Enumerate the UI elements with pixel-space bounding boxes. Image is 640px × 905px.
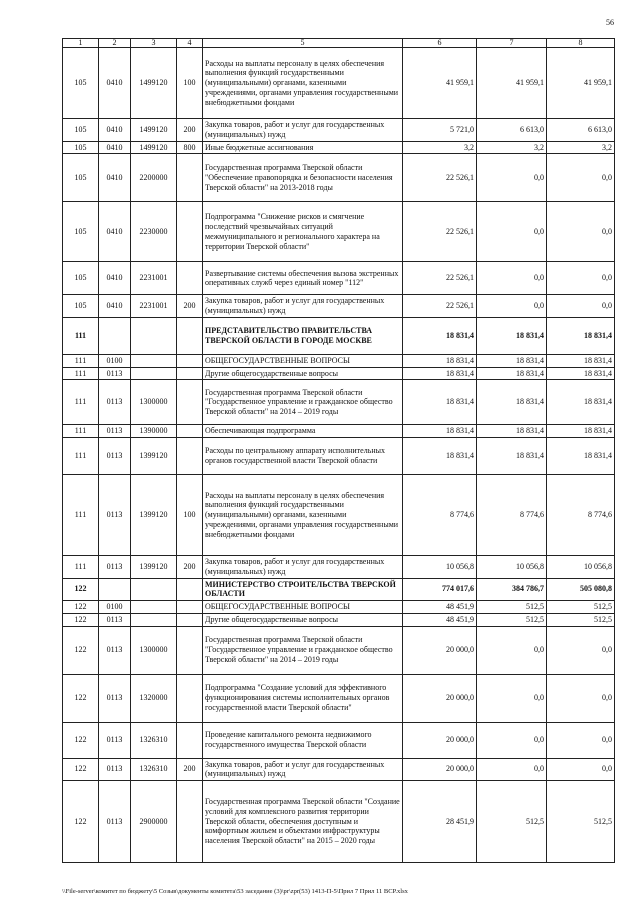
- cell-amount-1: 22 526,1: [403, 262, 477, 295]
- cell-amount-2: 18 831,4: [477, 380, 547, 425]
- cell-kod: 111: [63, 438, 99, 475]
- cell-target-article: 1499120: [131, 119, 177, 142]
- table-row: [63, 425, 615, 438]
- cell-expense-type: 800: [177, 141, 203, 154]
- cell-amount-3: 18 831,4: [547, 438, 615, 475]
- cell-expense-type: 100: [177, 475, 203, 556]
- cell-kod: 122: [63, 758, 99, 781]
- cell-target-article: [131, 601, 177, 614]
- cell-expense-type: [177, 674, 203, 722]
- cell-amount-2: 0,0: [477, 295, 547, 318]
- table-row: [63, 613, 615, 626]
- cell-expense-type: [177, 626, 203, 674]
- cell-amount-2: 18 831,4: [477, 317, 547, 354]
- cell-amount-3: 18 831,4: [547, 354, 615, 367]
- table-row: [63, 674, 615, 722]
- cell-name: Государственная программа Тверской области "Создание условий для комплексного развития территории Тверской области, обеспечения доступным и комфортным жильем и объектами инфраструктуры населения Тверской области" на 2015 – 2020 годы: [203, 781, 403, 863]
- cell-kod: 122: [63, 578, 99, 601]
- cell-target-article: 1326310: [131, 758, 177, 781]
- table-row: [63, 380, 615, 425]
- cell-kod: 122: [63, 613, 99, 626]
- table-row: [63, 367, 615, 380]
- cell-target-article: 1300000: [131, 626, 177, 674]
- cell-expense-type: 200: [177, 758, 203, 781]
- cell-amount-3: 512,5: [547, 781, 615, 863]
- table-row: [63, 119, 615, 142]
- cell-target-article: 1499120: [131, 141, 177, 154]
- table-row: [63, 354, 615, 367]
- cell-kod: 105: [63, 262, 99, 295]
- cell-amount-3: 0,0: [547, 295, 615, 318]
- cell-amount-1: 8 774,6: [403, 475, 477, 556]
- cell-amount-2: 384 786,7: [477, 578, 547, 601]
- cell-amount-3: 3,2: [547, 141, 615, 154]
- cell-target-article: 1326310: [131, 722, 177, 758]
- cell-expense-type: [177, 262, 203, 295]
- cell-amount-2: 0,0: [477, 674, 547, 722]
- cell-target-article: 2200000: [131, 154, 177, 202]
- cell-razdel: 0113: [99, 380, 131, 425]
- cell-kod: 122: [63, 601, 99, 614]
- cell-razdel: 0113: [99, 722, 131, 758]
- column-number: 8: [547, 39, 615, 48]
- cell-razdel: 0113: [99, 674, 131, 722]
- cell-expense-type: [177, 380, 203, 425]
- cell-kod: 111: [63, 317, 99, 354]
- table-row: [63, 781, 615, 863]
- cell-razdel: 0100: [99, 354, 131, 367]
- cell-target-article: [131, 317, 177, 354]
- cell-name: Государственная программа Тверской области "Государственное управление и гражданское общество Тверской области" на 2014 – 2019 годы: [203, 380, 403, 425]
- cell-amount-3: 0,0: [547, 722, 615, 758]
- cell-amount-3: 10 056,8: [547, 556, 615, 579]
- cell-amount-2: 0,0: [477, 758, 547, 781]
- cell-amount-1: 41 959,1: [403, 48, 477, 119]
- cell-amount-2: 10 056,8: [477, 556, 547, 579]
- cell-name: Проведение капитального ремонта недвижимого государственного имущества Тверской области: [203, 722, 403, 758]
- cell-amount-2: 512,5: [477, 781, 547, 863]
- cell-amount-3: 512,5: [547, 613, 615, 626]
- cell-amount-2: 18 831,4: [477, 425, 547, 438]
- cell-amount-3: 18 831,4: [547, 367, 615, 380]
- cell-expense-type: 200: [177, 295, 203, 318]
- cell-target-article: 2230000: [131, 202, 177, 262]
- cell-amount-1: 18 831,4: [403, 367, 477, 380]
- cell-amount-2: 18 831,4: [477, 438, 547, 475]
- cell-amount-2: 512,5: [477, 613, 547, 626]
- budget-table: [62, 38, 615, 863]
- cell-amount-3: 0,0: [547, 262, 615, 295]
- cell-amount-3: 0,0: [547, 758, 615, 781]
- cell-kod: 105: [63, 141, 99, 154]
- cell-amount-1: 18 831,4: [403, 425, 477, 438]
- cell-amount-2: 0,0: [477, 626, 547, 674]
- cell-target-article: 2231001: [131, 295, 177, 318]
- cell-amount-2: 0,0: [477, 202, 547, 262]
- cell-name: Расходы на выплаты персоналу в целях обеспечения выполнения функций государственными (муниципальными) органами, казенными учреждениями, органами управления государственными внебюджетными фондами: [203, 48, 403, 119]
- column-number: 5: [203, 39, 403, 48]
- cell-name: Подпрограмма "Снижение рисков и смягчение последствий чрезвычайных ситуаций межмуниципального и регионального характера на территории Тверской области": [203, 202, 403, 262]
- cell-amount-2: 0,0: [477, 722, 547, 758]
- cell-expense-type: [177, 613, 203, 626]
- cell-amount-1: 48 451,9: [403, 613, 477, 626]
- cell-expense-type: [177, 722, 203, 758]
- cell-razdel: 0100: [99, 601, 131, 614]
- cell-expense-type: 200: [177, 556, 203, 579]
- cell-amount-3: 505 080,8: [547, 578, 615, 601]
- cell-amount-1: 5 721,0: [403, 119, 477, 142]
- cell-expense-type: [177, 154, 203, 202]
- cell-target-article: [131, 354, 177, 367]
- cell-razdel: 0113: [99, 425, 131, 438]
- cell-target-article: [131, 367, 177, 380]
- cell-expense-type: [177, 438, 203, 475]
- cell-name: Другие общегосударственные вопросы: [203, 613, 403, 626]
- cell-name: Расходы по центральному аппарату исполнительных органов государственной власти Тверской области: [203, 438, 403, 475]
- table-row: [63, 758, 615, 781]
- cell-amount-1: 774 017,6: [403, 578, 477, 601]
- cell-razdel: 0113: [99, 438, 131, 475]
- cell-expense-type: [177, 601, 203, 614]
- file-path-footer: \\File-server\комитет по бюджету\5 Созыв\документы комитета\53 заседание (3)\pr\zpr(53) 1413-П-5\Прил 7 Прил 11 ВСР.xlsx: [62, 888, 408, 895]
- cell-name: МИНИСТЕРСТВО СТРОИТЕЛЬСТВА ТВЕРСКОЙ ОБЛАСТИ: [203, 578, 403, 601]
- cell-kod: 105: [63, 295, 99, 318]
- cell-expense-type: 200: [177, 119, 203, 142]
- column-number: 6: [403, 39, 477, 48]
- cell-target-article: 1399120: [131, 556, 177, 579]
- cell-kod: 111: [63, 475, 99, 556]
- cell-razdel: 0113: [99, 367, 131, 380]
- cell-razdel: 0410: [99, 202, 131, 262]
- cell-name: Государственная программа Тверской области "Обеспечение правопорядка и безопасности населения Тверской области" на 2013-2018 годы: [203, 154, 403, 202]
- cell-expense-type: [177, 781, 203, 863]
- cell-target-article: 1399120: [131, 438, 177, 475]
- cell-name: Подпрограмма "Создание условий для эффективного функционирования системы исполнительных органов государственной власти Тверской области": [203, 674, 403, 722]
- cell-amount-1: 28 451,9: [403, 781, 477, 863]
- cell-kod: 111: [63, 425, 99, 438]
- cell-amount-1: 22 526,1: [403, 202, 477, 262]
- cell-razdel: 0113: [99, 475, 131, 556]
- cell-razdel: 0410: [99, 141, 131, 154]
- cell-target-article: 1300000: [131, 380, 177, 425]
- cell-expense-type: [177, 425, 203, 438]
- cell-amount-1: 18 831,4: [403, 380, 477, 425]
- table-row: [63, 722, 615, 758]
- cell-kod: 105: [63, 154, 99, 202]
- cell-amount-2: 512,5: [477, 601, 547, 614]
- cell-razdel: 0113: [99, 613, 131, 626]
- cell-amount-2: 8 774,6: [477, 475, 547, 556]
- cell-name: Государственная программа Тверской области "Государственное управление и гражданское общество Тверской области" на 2014 – 2019 годы: [203, 626, 403, 674]
- cell-kod: 111: [63, 380, 99, 425]
- cell-kod: 105: [63, 119, 99, 142]
- cell-target-article: 1320000: [131, 674, 177, 722]
- cell-amount-1: 3,2: [403, 141, 477, 154]
- cell-name: Иные бюджетные ассигнования: [203, 141, 403, 154]
- cell-amount-1: 10 056,8: [403, 556, 477, 579]
- cell-name: ОБЩЕГОСУДАРСТВЕННЫЕ ВОПРОСЫ: [203, 601, 403, 614]
- cell-razdel: 0113: [99, 758, 131, 781]
- cell-razdel: 0410: [99, 119, 131, 142]
- cell-razdel: [99, 317, 131, 354]
- cell-amount-2: 0,0: [477, 262, 547, 295]
- cell-target-article: 2900000: [131, 781, 177, 863]
- table-row: [63, 601, 615, 614]
- cell-amount-2: 6 613,0: [477, 119, 547, 142]
- table-row: [63, 141, 615, 154]
- cell-kod: 111: [63, 367, 99, 380]
- cell-razdel: 0410: [99, 295, 131, 318]
- cell-razdel: 0113: [99, 781, 131, 863]
- cell-name: Закупка товаров, работ и услуг для государственных (муниципальных) нужд: [203, 295, 403, 318]
- cell-kod: 105: [63, 48, 99, 119]
- cell-amount-3: 18 831,4: [547, 425, 615, 438]
- cell-amount-3: 0,0: [547, 202, 615, 262]
- cell-razdel: 0410: [99, 262, 131, 295]
- table-row: [63, 295, 615, 318]
- cell-razdel: 0410: [99, 48, 131, 119]
- cell-amount-1: 22 526,1: [403, 295, 477, 318]
- cell-expense-type: [177, 367, 203, 380]
- cell-expense-type: [177, 202, 203, 262]
- cell-name: ПРЕДСТАВИТЕЛЬСТВО ПРАВИТЕЛЬСТВА ТВЕРСКОЙ ОБЛАСТИ В ГОРОДЕ МОСКВЕ: [203, 317, 403, 354]
- cell-expense-type: 100: [177, 48, 203, 119]
- table-row: [63, 475, 615, 556]
- column-number: 2: [99, 39, 131, 48]
- cell-amount-3: 41 959,1: [547, 48, 615, 119]
- cell-target-article: [131, 613, 177, 626]
- cell-target-article: 1399120: [131, 475, 177, 556]
- cell-name: Закупка товаров, работ и услуг для государственных (муниципальных) нужд: [203, 119, 403, 142]
- cell-target-article: [131, 578, 177, 601]
- table-row: [63, 438, 615, 475]
- cell-amount-1: 20 000,0: [403, 758, 477, 781]
- column-number-row: [63, 39, 615, 48]
- cell-amount-2: 3,2: [477, 141, 547, 154]
- cell-amount-2: 41 959,1: [477, 48, 547, 119]
- cell-amount-1: 18 831,4: [403, 438, 477, 475]
- cell-name: Расходы на выплаты персоналу в целях обеспечения выполнения функций государственными (муниципальными) органами, казенными учреждениями, органами управления государственными внебюджетными фондами: [203, 475, 403, 556]
- cell-name: ОБЩЕГОСУДАРСТВЕННЫЕ ВОПРОСЫ: [203, 354, 403, 367]
- cell-amount-1: 22 526,1: [403, 154, 477, 202]
- cell-amount-3: 512,5: [547, 601, 615, 614]
- cell-amount-3: 0,0: [547, 674, 615, 722]
- cell-razdel: 0410: [99, 154, 131, 202]
- column-number: 1: [63, 39, 99, 48]
- cell-target-article: 1499120: [131, 48, 177, 119]
- table-row: [63, 262, 615, 295]
- cell-kod: 122: [63, 674, 99, 722]
- page-number: 56: [606, 18, 614, 27]
- cell-target-article: 1390000: [131, 425, 177, 438]
- cell-amount-1: 20 000,0: [403, 674, 477, 722]
- cell-amount-3: 18 831,4: [547, 380, 615, 425]
- cell-expense-type: [177, 317, 203, 354]
- cell-expense-type: [177, 578, 203, 601]
- cell-razdel: [99, 578, 131, 601]
- cell-name: Другие общегосударственные вопросы: [203, 367, 403, 380]
- cell-amount-2: 18 831,4: [477, 367, 547, 380]
- cell-name: Развертывание системы обеспечения вызова экстренных оперативных служб через единый номер "112": [203, 262, 403, 295]
- table-row: [63, 556, 615, 579]
- cell-target-article: 2231001: [131, 262, 177, 295]
- table-row: [63, 317, 615, 354]
- cell-razdel: 0113: [99, 626, 131, 674]
- cell-kod: 122: [63, 722, 99, 758]
- cell-amount-3: 18 831,4: [547, 317, 615, 354]
- table-row: [63, 626, 615, 674]
- cell-expense-type: [177, 354, 203, 367]
- cell-amount-3: 0,0: [547, 154, 615, 202]
- cell-kod: 122: [63, 626, 99, 674]
- cell-name: Закупка товаров, работ и услуг для государственных (муниципальных) нужд: [203, 556, 403, 579]
- table-row: [63, 202, 615, 262]
- cell-amount-1: 18 831,4: [403, 354, 477, 367]
- cell-amount-3: 6 613,0: [547, 119, 615, 142]
- cell-amount-2: 0,0: [477, 154, 547, 202]
- table-row: [63, 578, 615, 601]
- cell-amount-1: 20 000,0: [403, 722, 477, 758]
- column-number: 3: [131, 39, 177, 48]
- table-row: [63, 154, 615, 202]
- cell-name: Обеспечивающая подпрограмма: [203, 425, 403, 438]
- cell-amount-1: 48 451,9: [403, 601, 477, 614]
- cell-amount-2: 18 831,4: [477, 354, 547, 367]
- cell-razdel: 0113: [99, 556, 131, 579]
- cell-kod: 111: [63, 556, 99, 579]
- cell-kod: 105: [63, 202, 99, 262]
- cell-amount-1: 18 831,4: [403, 317, 477, 354]
- cell-kod: 111: [63, 354, 99, 367]
- cell-amount-1: 20 000,0: [403, 626, 477, 674]
- cell-amount-3: 0,0: [547, 626, 615, 674]
- cell-kod: 122: [63, 781, 99, 863]
- column-number: 4: [177, 39, 203, 48]
- table-row: [63, 48, 615, 119]
- column-number: 7: [477, 39, 547, 48]
- cell-name: Закупка товаров, работ и услуг для государственных (муниципальных) нужд: [203, 758, 403, 781]
- cell-amount-3: 8 774,6: [547, 475, 615, 556]
